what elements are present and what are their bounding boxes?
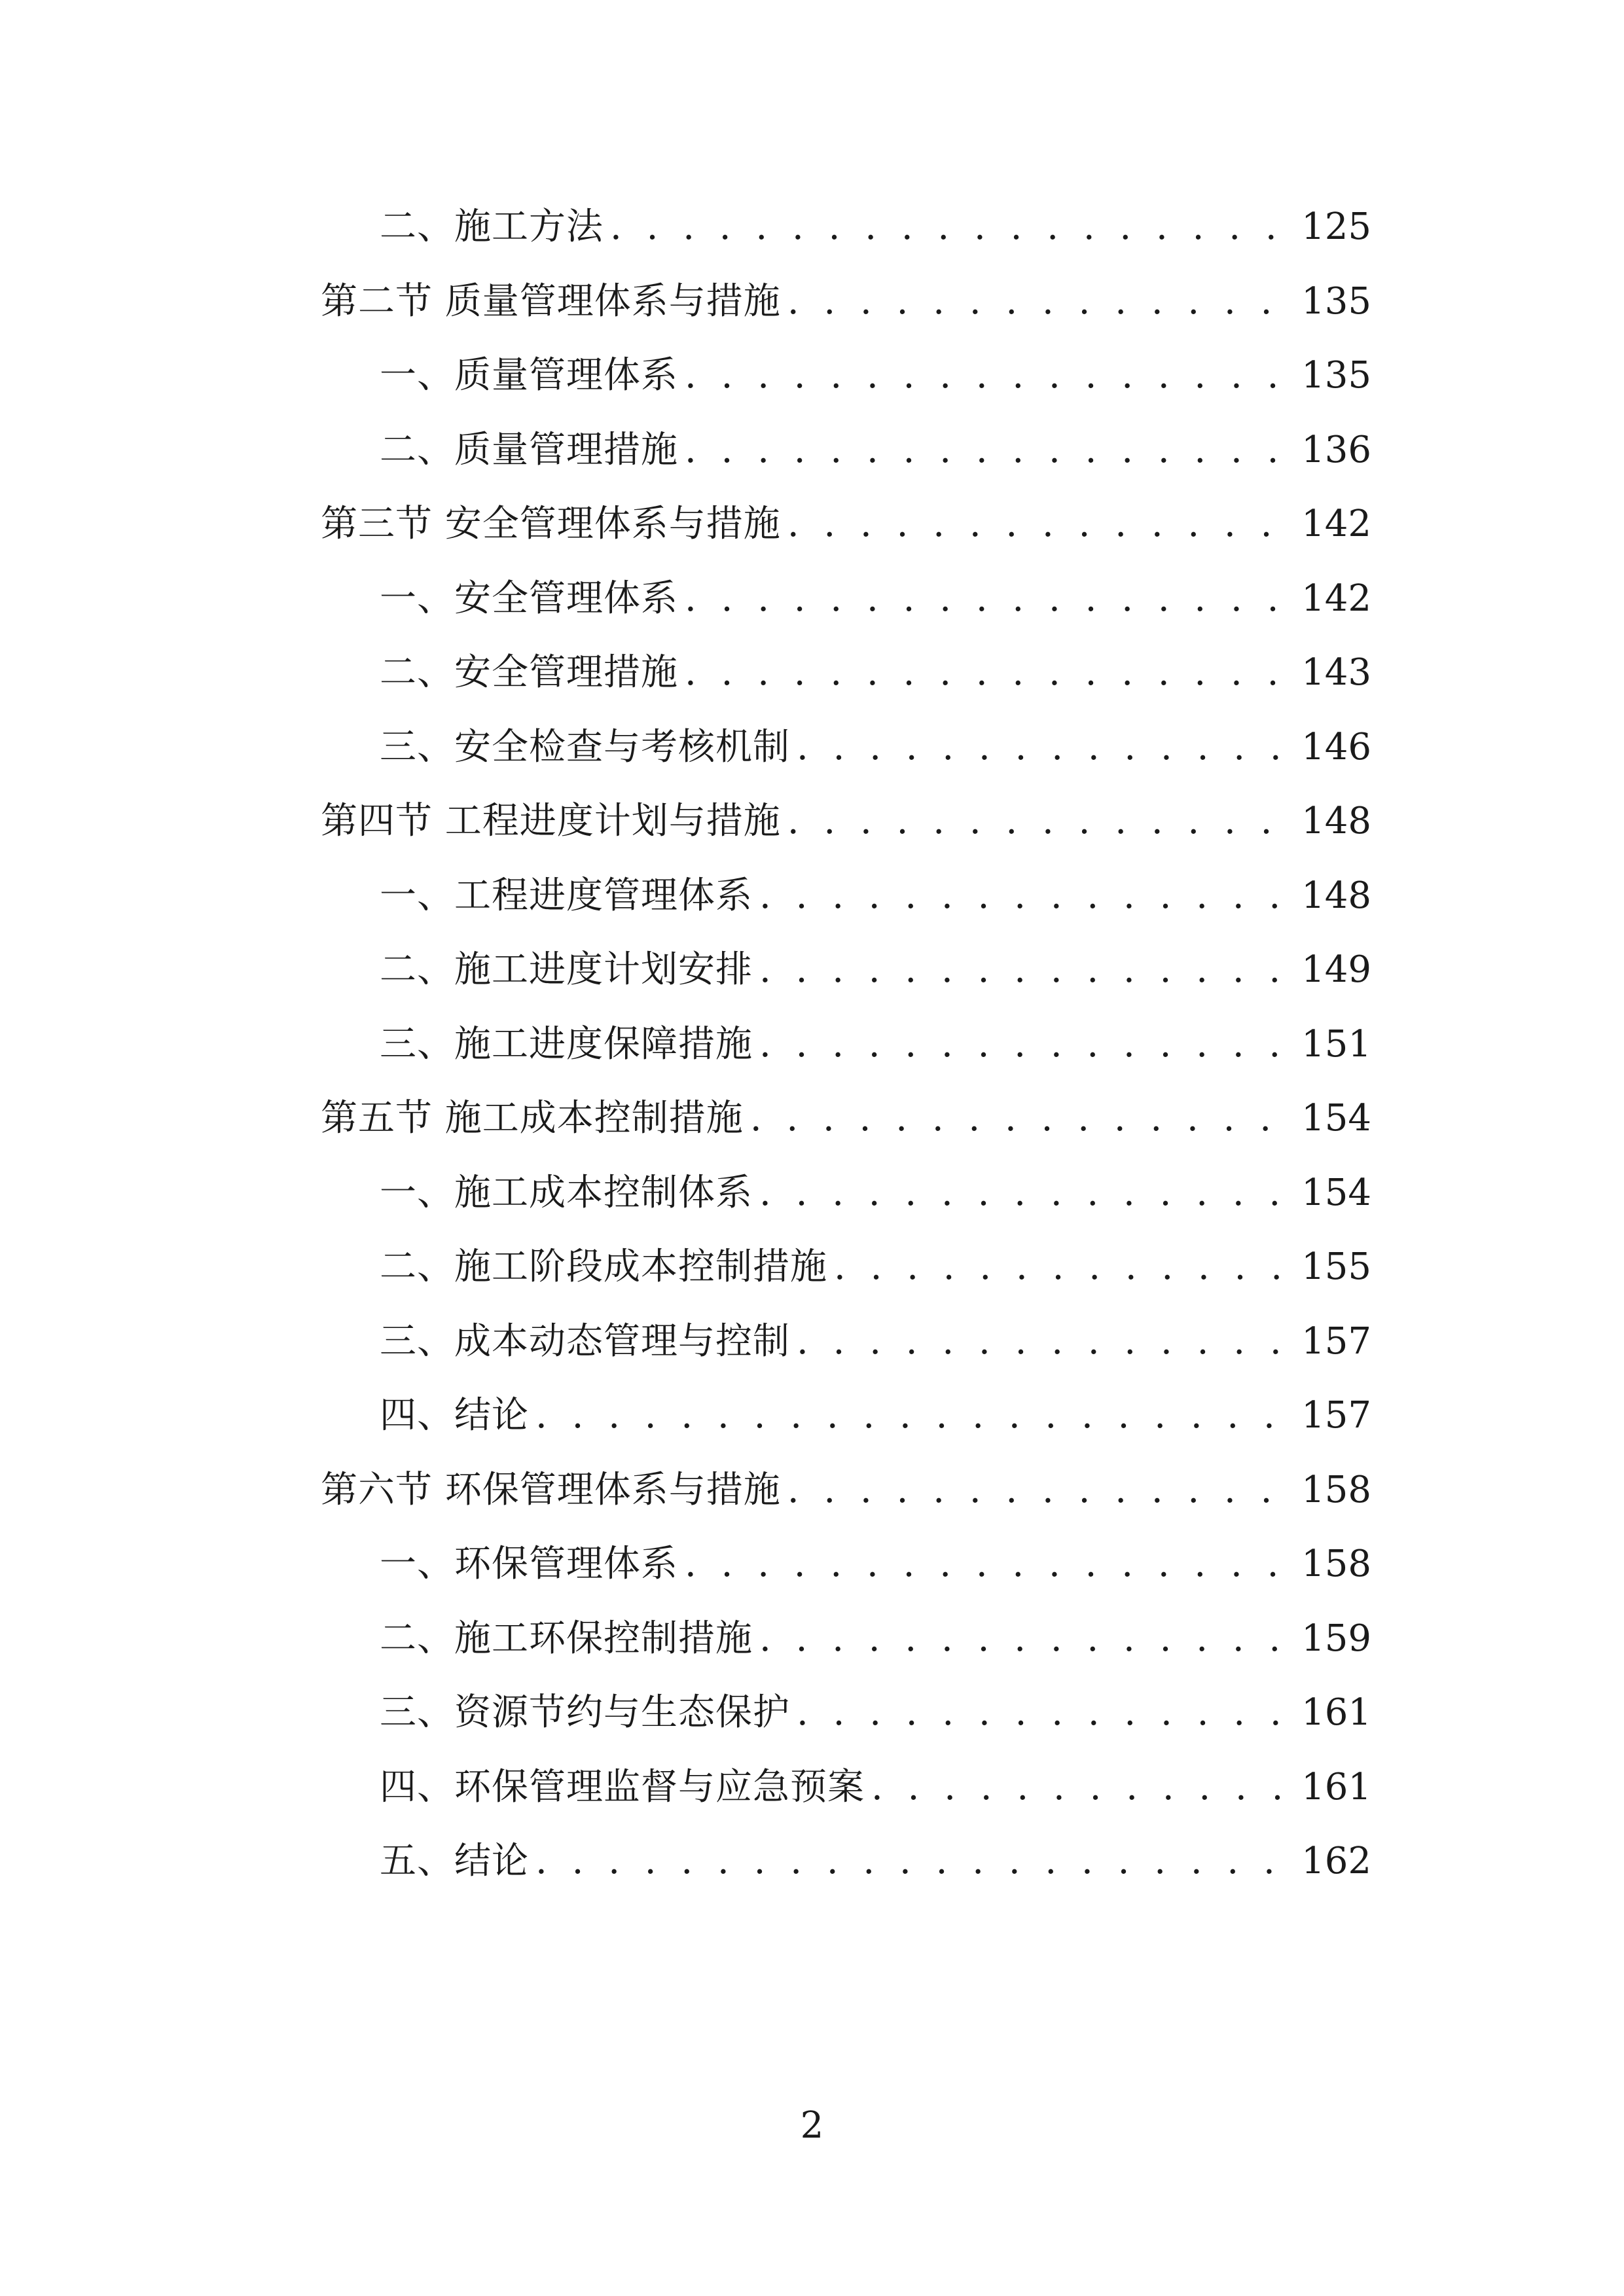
toc-entry[interactable] bbox=[321, 190, 1371, 264]
toc-entry-title: 三、安全检查与考核机制 bbox=[380, 725, 790, 768]
toc-entry[interactable] bbox=[321, 1602, 1371, 1676]
toc-dot-leader bbox=[787, 1453, 1292, 1528]
toc-dot-leader bbox=[797, 1304, 1292, 1379]
toc-entry[interactable] bbox=[321, 1676, 1371, 1750]
toc-entry-title: 三、施工进度保障措施 bbox=[380, 1022, 753, 1066]
toc-entry-page: 158 bbox=[1301, 1543, 1371, 1585]
toc-entry-page: 142 bbox=[1301, 577, 1371, 620]
toc-dot-leader bbox=[750, 1081, 1292, 1156]
toc-entry-title: 一、质量管理体系 bbox=[380, 354, 678, 397]
toc-entry-page: 149 bbox=[1301, 948, 1371, 991]
toc-entry-page: 159 bbox=[1301, 1617, 1371, 1660]
toc-entry[interactable] bbox=[321, 1230, 1371, 1304]
toc-dot-leader bbox=[685, 636, 1292, 710]
toc-entry-page: 148 bbox=[1301, 800, 1371, 842]
toc-entry-title: 三、成本动态管理与控制 bbox=[380, 1319, 790, 1363]
toc-dot-leader bbox=[685, 562, 1292, 636]
toc-entry-title: 第二节 质量管理体系与措施 bbox=[321, 279, 781, 323]
toc-entry-title: 二、施工方法 bbox=[380, 206, 604, 248]
toc-entry-title: 二、质量管理措施 bbox=[380, 428, 678, 471]
toc-entry-title: 二、施工进度计划安排 bbox=[380, 948, 753, 991]
toc-dot-leader bbox=[685, 1527, 1292, 1602]
toc-entry[interactable] bbox=[321, 1824, 1371, 1899]
toc-entry-title: 第五节 施工成本控制措施 bbox=[321, 1097, 744, 1139]
toc-dot-leader bbox=[759, 1156, 1292, 1230]
toc-section-entry[interactable] bbox=[321, 487, 1371, 562]
toc-entry-title: 二、施工阶段成本控制措施 bbox=[380, 1246, 827, 1288]
toc-entry-title: 第四节 工程进度计划与措施 bbox=[321, 800, 781, 842]
toc-entry-title: 一、安全管理体系 bbox=[380, 577, 678, 620]
toc-dot-leader bbox=[759, 859, 1292, 933]
toc-dot-leader bbox=[797, 710, 1292, 785]
toc-entry-title: 四、环保管理监督与应急预案 bbox=[380, 1765, 865, 1808]
toc-entry-page: 157 bbox=[1301, 1394, 1371, 1437]
toc-section-entry[interactable] bbox=[321, 1081, 1371, 1156]
toc-dot-leader bbox=[685, 338, 1292, 413]
toc-entry[interactable] bbox=[321, 413, 1371, 488]
toc-entry-page: 157 bbox=[1301, 1319, 1371, 1363]
toc-entry[interactable] bbox=[321, 636, 1371, 710]
toc-dot-leader bbox=[787, 264, 1292, 339]
toc-entry[interactable] bbox=[321, 1304, 1371, 1379]
toc-entry-page: 162 bbox=[1301, 1840, 1371, 1882]
toc-entry[interactable] bbox=[321, 1527, 1371, 1602]
toc-dot-leader bbox=[610, 190, 1292, 264]
toc-entry-title: 四、结论 bbox=[380, 1394, 529, 1437]
toc-entry-title: 一、工程进度管理体系 bbox=[380, 874, 753, 917]
toc-entry-page: 148 bbox=[1301, 874, 1371, 917]
toc-entry-page: 142 bbox=[1301, 503, 1371, 545]
toc-dot-leader bbox=[685, 413, 1292, 488]
toc-dot-leader bbox=[759, 933, 1292, 1007]
toc-entry[interactable] bbox=[321, 338, 1371, 413]
toc-entry[interactable] bbox=[321, 933, 1371, 1007]
toc-entry[interactable] bbox=[321, 710, 1371, 785]
toc-entry-page: 135 bbox=[1301, 279, 1371, 323]
toc-dot-leader bbox=[535, 1824, 1292, 1899]
toc-entry-title: 三、资源节约与生态保护 bbox=[380, 1691, 790, 1734]
toc-entry-page: 151 bbox=[1301, 1022, 1371, 1066]
toc-entry[interactable] bbox=[321, 1750, 1371, 1825]
toc-entry-title: 一、环保管理体系 bbox=[380, 1543, 678, 1585]
toc-entry-page: 161 bbox=[1301, 1765, 1371, 1808]
toc-dot-leader bbox=[797, 1676, 1292, 1750]
toc-entry-page: 143 bbox=[1301, 651, 1371, 694]
toc-entry-title: 一、施工成本控制体系 bbox=[380, 1171, 753, 1214]
toc-entry-page: 135 bbox=[1301, 354, 1371, 397]
toc-entry-page: 158 bbox=[1301, 1468, 1371, 1511]
toc-entry-title: 第三节 安全管理体系与措施 bbox=[321, 503, 781, 545]
toc-dot-leader bbox=[535, 1378, 1292, 1453]
toc-entry-page: 154 bbox=[1301, 1171, 1371, 1214]
toc-section-entry[interactable] bbox=[321, 784, 1371, 859]
toc-entry-title: 二、施工环保控制措施 bbox=[380, 1617, 753, 1660]
toc-entry[interactable] bbox=[321, 1156, 1371, 1230]
toc-dot-leader bbox=[759, 1007, 1292, 1082]
toc-dot-leader bbox=[834, 1230, 1292, 1304]
toc-entry-title: 二、安全管理措施 bbox=[380, 651, 678, 694]
toc-entry-page: 161 bbox=[1301, 1691, 1371, 1734]
toc-dot-leader bbox=[787, 487, 1292, 562]
table-of-contents bbox=[321, 190, 1371, 1899]
toc-entry-page: 154 bbox=[1301, 1097, 1371, 1139]
toc-entry-page: 125 bbox=[1301, 206, 1371, 248]
toc-entry-title: 第六节 环保管理体系与措施 bbox=[321, 1468, 781, 1511]
toc-dot-leader bbox=[871, 1750, 1292, 1825]
toc-section-entry[interactable] bbox=[321, 1453, 1371, 1528]
toc-entry-page: 146 bbox=[1301, 725, 1371, 768]
toc-entry[interactable] bbox=[321, 1378, 1371, 1453]
toc-entry[interactable] bbox=[321, 1007, 1371, 1082]
toc-dot-leader bbox=[759, 1602, 1292, 1676]
toc-entry-page: 136 bbox=[1301, 428, 1371, 471]
toc-entry[interactable] bbox=[321, 562, 1371, 636]
toc-entry-title: 五、结论 bbox=[380, 1840, 529, 1882]
toc-section-entry[interactable] bbox=[321, 264, 1371, 339]
toc-dot-leader bbox=[787, 784, 1292, 859]
page-number: 2 bbox=[800, 2104, 824, 2147]
toc-entry-page: 155 bbox=[1301, 1246, 1371, 1288]
toc-entry[interactable] bbox=[321, 859, 1371, 933]
